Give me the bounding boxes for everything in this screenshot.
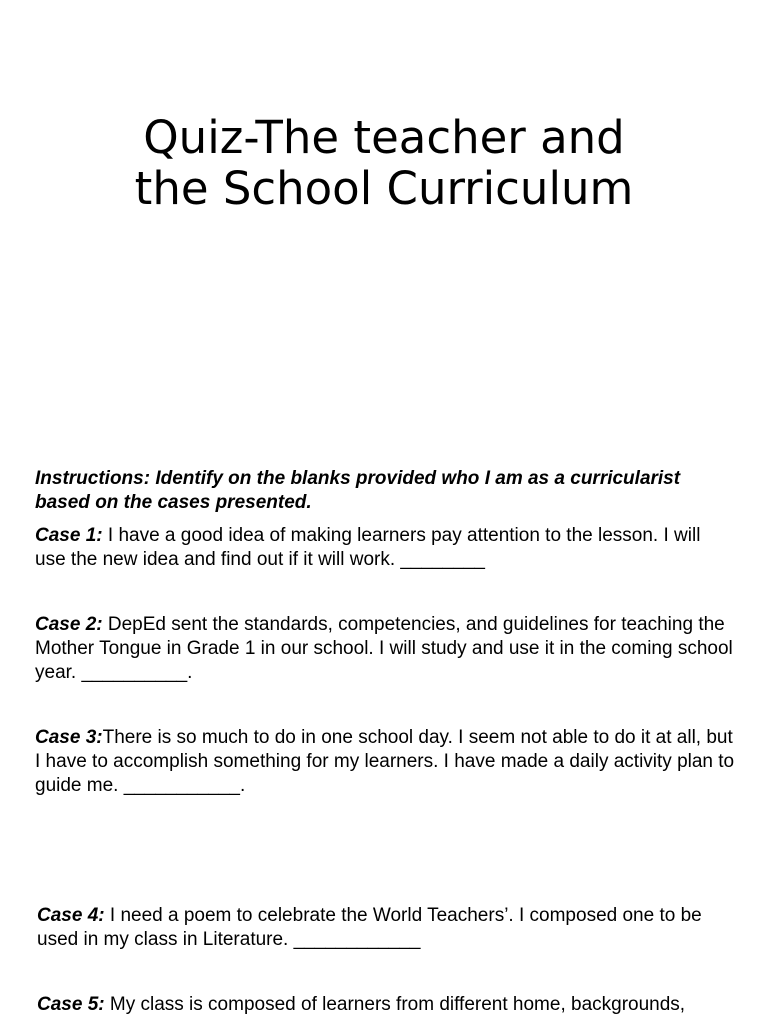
case-3	[35, 726, 735, 798]
case-3-label: Case 3:	[35, 727, 103, 748]
title-line-1: Quiz-The teacher and	[143, 111, 625, 164]
case-4	[37, 904, 737, 952]
case-3-text: There is so much to do in one school day. I seem not able to do it at all, but I have to accomplish something for my learners. I have made a daily activity plan to guide me. ___________.	[35, 727, 735, 796]
case-5	[37, 993, 737, 1017]
case-1-text: I have a good idea of making learners pay attention to the lesson. I will use the new idea and find out if it will work. ________	[35, 525, 701, 570]
case-4-text: I need a poem to celebrate the World Teachers’. I composed one to be used in my class in Literature. ____________	[37, 905, 702, 950]
case-2	[35, 613, 735, 685]
page-title	[0, 112, 768, 214]
title-line-2: the School Curriculum	[134, 162, 634, 215]
case-1-label: Case 1:	[35, 525, 103, 546]
case-1	[35, 524, 735, 572]
case-5-label: Case 5:	[37, 994, 105, 1015]
case-2-text: DepEd sent the standards, competencies, and guidelines for teaching the Mother Tongue in Grade 1 in our school. I will study and use it in the coming school year. __________.	[35, 614, 733, 683]
case-5-text: My class is composed of learners from different home, backgrounds,	[104, 994, 686, 1015]
instructions: Instructions: Identify on the blanks provided who I am as a curricularist based on the cases presented.	[35, 468, 681, 513]
case-2-label: Case 2:	[35, 614, 103, 635]
case-4-label: Case 4:	[37, 905, 105, 926]
